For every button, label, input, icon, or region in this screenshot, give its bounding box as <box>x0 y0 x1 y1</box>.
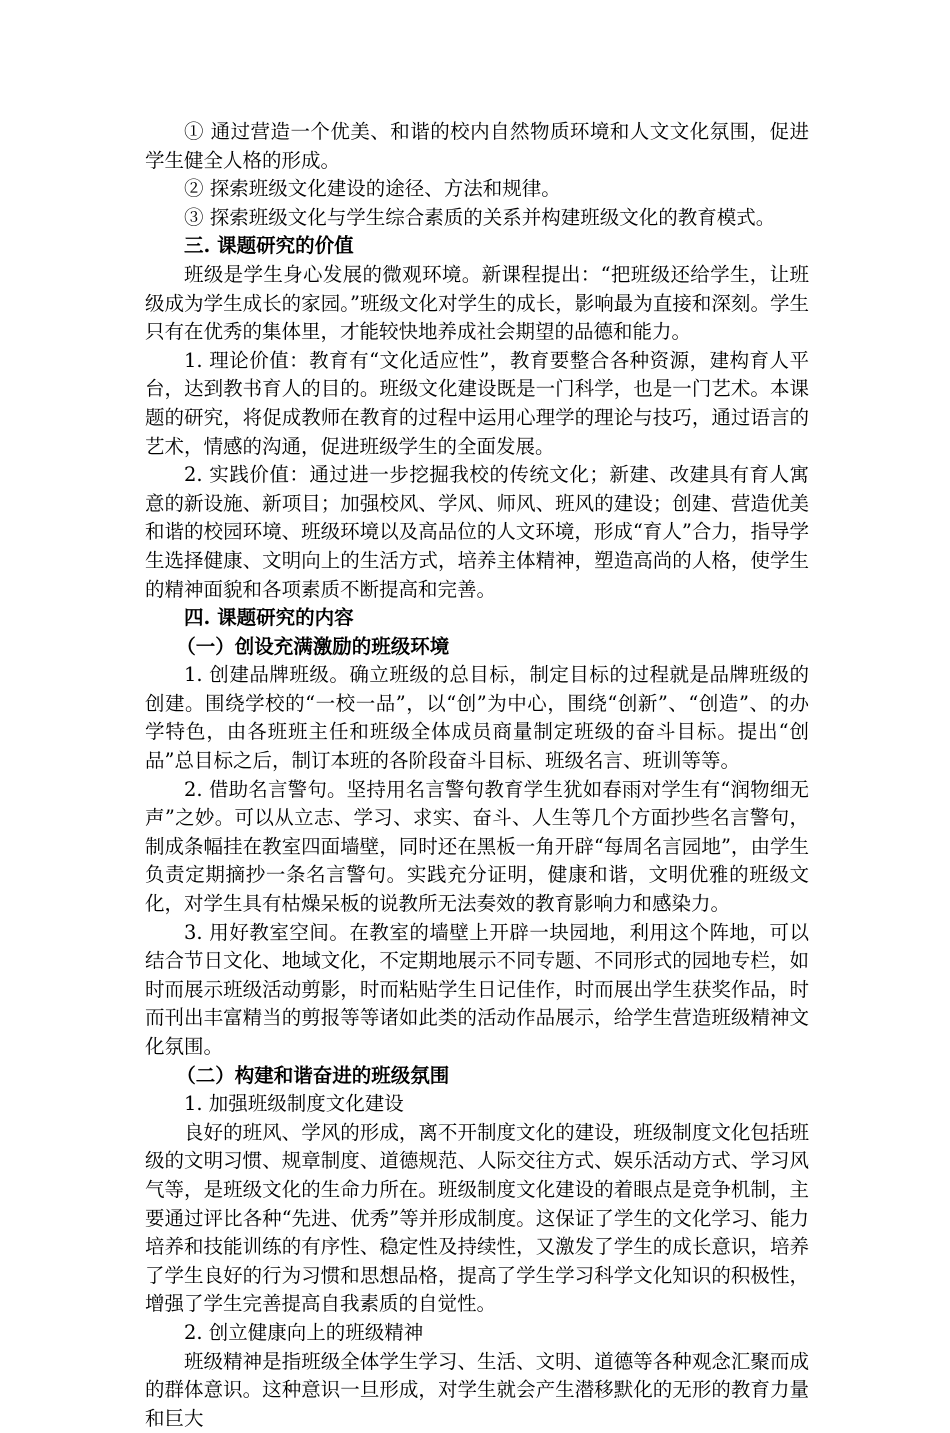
subsection-1-paragraph-3: 3. 用好教室空间。在教室的墙壁上开辟一块园地，利用这个阵地，可以结合节日文化、地域文化，不定期地展示不同专题、不同形式的园地专栏，如时而展示班级活动剪影，时而粘贴学生日记佳作，时而展出学生获奖作品，时而刊出丰富精当的剪报等等诸如此类的活动作品展示，给学生营造班级精神文化氛围。 <box>145 920 809 1058</box>
subsection-2-item-2-title: 2. 创立健康向上的班级精神 <box>184 1320 424 1344</box>
subsection-1-heading: （一）创设充满激励的班级环境 <box>176 634 450 658</box>
section-3-theory-value: 1. 理论价值：教育有“文化适应性”，教育要整合各种资源，建构育人平台，达到教书育人的目的。班级文化建设既是一门科学，也是一门艺术。本课题的研究，将促成教师在教育的过程中运用心理学的理论与技巧，通过语言的艺术，情感的沟通，促进班级学生的全面发展。 <box>145 348 809 458</box>
section-3-heading: 三. 课题研究的价值 <box>184 234 354 258</box>
subsection-1-paragraph-2: 2. 借助名言警句。坚持用名言警句教育学生犹如春雨对学生有“润物细无声”之妙。可以从立志、学习、求实、奋斗、人生等几个方面抄些名言警句，制成条幅挂在教室四面墙壁，同时还在黑板一角开辟“每周名言园地”，由学生负责定期摘抄一条名言警句。实践充分证明，健康和谐，文明优雅的班级文化，对学生具有枯燥呆板的说教所无法奏效的教育影响力和感染力。 <box>145 777 809 916</box>
objective-2: ② 探索班级文化建设的途径、方法和规律。 <box>184 177 561 201</box>
subsection-2-heading: （二）构建和谐奋进的班级氛围 <box>176 1063 450 1087</box>
subsection-1-paragraph-1: 1. 创建品牌班级。确立班级的总目标，制定目标的过程就是品牌班级的创建。围绕学校的“一校一品”，以“创”为中心，围绕“创新”、“创造”、的办学特色，由各班班主任和班级全体成员商量制定班级的奋斗目标。提出“创品”总目标之后，制订本班的各阶段奋斗目标、班级名言、班训等等。 <box>145 663 809 773</box>
subsection-2-item-2-body: 班级精神是指班级全体学生学习、生活、文明、道德等各种观念汇聚而成的群体意识。这种意识一旦形成，对学生就会产生潜移默化的无形的教育力量和巨大 <box>145 1349 809 1430</box>
objective-1: ① 通过营造一个优美、和谐的校内自然物质环境和人文文化氛围，促进学生健全人格的形成。 <box>145 120 809 172</box>
section-4-heading: 四. 课题研究的内容 <box>184 606 354 630</box>
subsection-2-item-1-title: 1. 加强班级制度文化建设 <box>184 1092 404 1116</box>
subsection-2-item-1-body: 良好的班风、学风的形成，离不开制度文化的建设，班级制度文化包括班级的文明习惯、规章制度、道德规范、人际交往方式、娱乐活动方式、学习风气等，是班级文化的生命力所在。班级制度文化建设的着眼点是竞争机制，主要通过评比各种“先进、优秀”等并形成制度。这保证了学生的文化学习、能力培养和技能训练的有序性、稳定性及持续性，又激发了学生的成长意识，培养了学生良好的行为习惯和思想品格，提高了学生学习科学文化知识的积极性，增强了学生完善提高自我素质的自觉性。 <box>145 1120 809 1316</box>
objective-3: ③ 探索班级文化与学生综合素质的关系并构建班级文化的教育模式。 <box>184 205 776 229</box>
section-3-intro: 班级是学生身心发展的微观环境。新课程提出：“把班级还给学生，让班级成为学生成长的家园。”班级文化对学生的成长，影响最为直接和深刻。学生只有在优秀的集体里，才能较快地养成社会期望的品德和能力。 <box>145 262 809 344</box>
section-3-practice-value: 2. 实践价值：通过进一步挖掘我校的传统文化；新建、改建具有育人寓意的新设施、新项目；加强校风、学风、师风、班风的建设；创建、营造优美和谐的校园环境、班级环境以及高品位的人文环境，形成“育人”合力，指导学生选择健康、文明向上的生活方式，培养主体精神，塑造高尚的人格，使学生的精神面貌和各项素质不断提高和完善。 <box>145 463 809 601</box>
document-page <box>145 118 809 1433</box>
